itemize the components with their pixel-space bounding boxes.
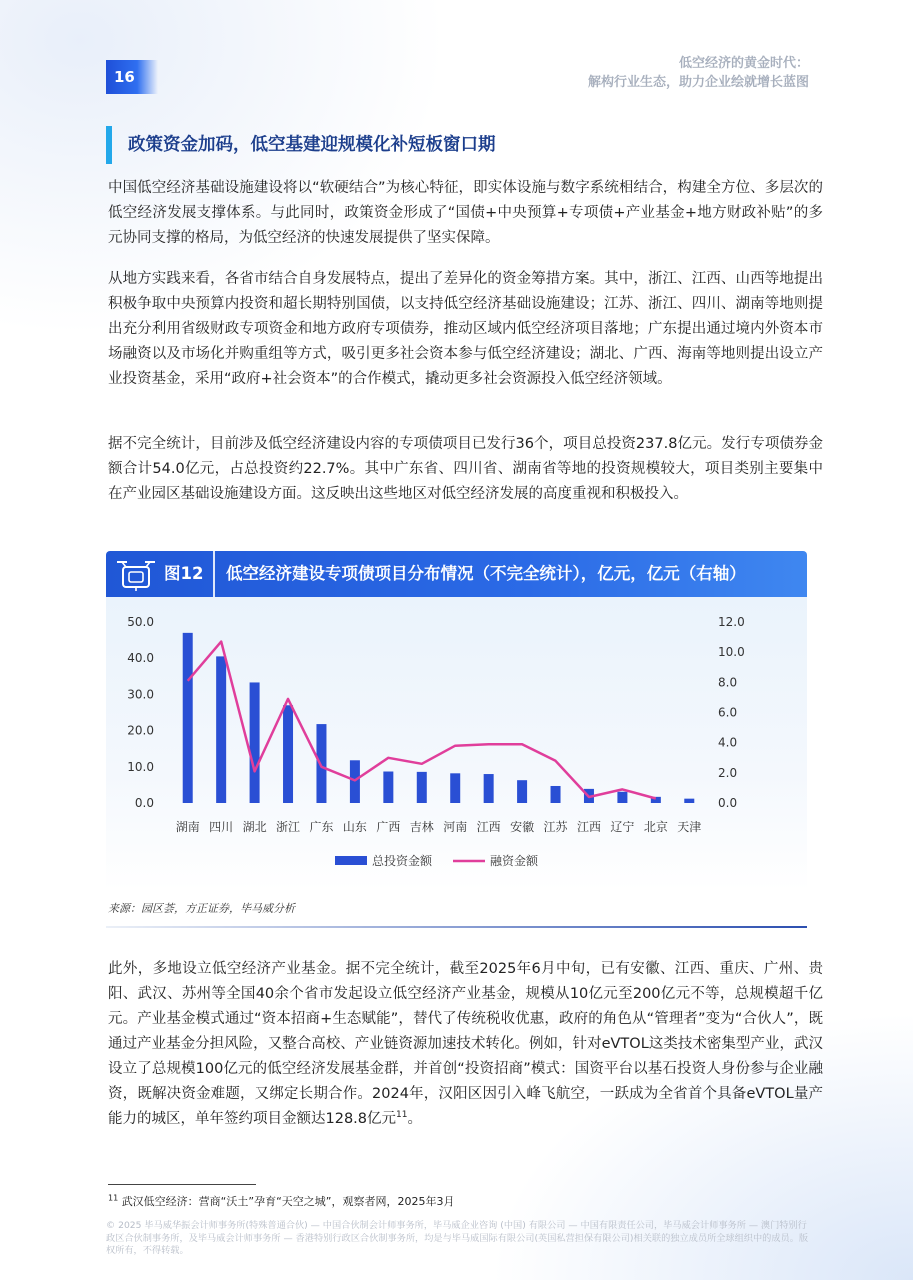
bar: [551, 786, 561, 803]
running-header-line2: 解构行业生态，助力企业绘就增长蓝图: [587, 75, 809, 90]
bar: [216, 656, 226, 803]
bar: [250, 682, 260, 803]
x-tick-label: 江苏: [543, 820, 568, 834]
x-tick-label: 河南: [443, 820, 468, 834]
footnote-ref[interactable]: 11: [396, 1110, 408, 1121]
bar: [517, 780, 527, 803]
figure-label: 图12: [164, 551, 215, 597]
x-tick-label: 吉林: [409, 820, 434, 834]
y2-tick-label: 8.0: [718, 675, 738, 690]
bar: [183, 633, 193, 803]
x-tick-label: 辽宁: [610, 820, 635, 834]
y2-tick-label: 2.0: [718, 765, 738, 780]
y2-tick-label: 10.0: [718, 645, 745, 660]
paragraph-2: 从地方实践来看，各省市结合自身发展特点，提出了差异化的资金筹措方案。其中，浙江、江西、山西等地提出积极争取中央预算内投资和超长期特别国债，以支持低空经济基础设施建设；江苏、浙江、四川、湖南等地则提出充分利用省级财政专项资金和地方政府专项债券，推动区域内低空经济项目落地；广东提出通过境内外资本市场融资以及市场化并购重组等方式，吸引更多社会资本参与低空经济建设；湖北、广西、海南等地则提出设立产业投资基金，采用“政府+社会资本”的合作模式，撬动更多社会资源投入低空经济领域。: [108, 271, 823, 387]
figure-source: 来源：园区荟，方正证券，毕马威分析: [108, 902, 295, 915]
chart-area: [106, 597, 807, 891]
bar: [450, 773, 460, 803]
paragraph-3: 据不完全统计，目前涉及低空经济建设内容的专项债项目已发行36个，项目总投资237.8亿元。发行专项债券金额合计54.0亿元，占总投资约22.7%。其中广东省、四川省、湖南省等地的投资规模较大，项目类别主要集中在产业园区基础设施建设方面。这反映出这些地区对低空经济发展的高度重视和积极投入。: [108, 436, 823, 502]
paragraph-4-end: 。: [407, 1111, 422, 1127]
paragraph-4-text: 此外，多地设立低空经济产业基金。据不完全统计，截至2025年6月中旬，已有安徽、江西、重庆、广州、贵阳、武汉、苏州等全国40余个省市发起设立低空经济产业基金，规模从10亿元至200亿元不等，总规模超千亿元。产业基金模式通过“资本招商+生态赋能”，替代了传统税收优惠，政府的角色从“管理者”变为“合伙人”，既通过产业基金分担风险，又整合高校、产业链资源加速技术转化。例如，针对eVTOL这类技术密集型产业，武汉设立了总规模100亿元的低空经济发展基金群，并首创“投资招商”模式：国资平台以基石投资人身份参与企业融资，既解决资金难题，又绑定长期合作。2024年，汉阳区因引入峰飞航空，一跃成为全省首个具备eVTOL量产能力的城区，单年签约项目金额达128.8亿元: [108, 961, 823, 1127]
running-header-line1: 低空经济的黄金时代：: [678, 56, 809, 71]
y-tick-label: 10.0: [127, 759, 154, 774]
running-header: [588, 54, 809, 92]
x-tick-label: 江西: [576, 820, 601, 834]
y-tick-label: 20.0: [127, 723, 154, 738]
page-number: 16: [106, 60, 158, 94]
x-tick-label: 江西: [476, 820, 501, 834]
x-tick-label: 北京: [643, 820, 668, 834]
bar: [417, 772, 427, 803]
paragraph-1: 中国低空经济基础设施建设将以“软硬结合”为核心特征，即实体设施与数字系统相结合，构建全方位、多层次的低空经济发展支撑体系。与此同时，政策资金形成了“国债+中央预算+专项债+产业基金+地方财政补贴”的多元协同支撑的格局，为低空经济的快速发展提供了坚实保障。: [108, 180, 823, 246]
figure-12: [106, 551, 807, 891]
bar: [684, 799, 694, 803]
y-tick-label: 30.0: [127, 687, 154, 702]
x-tick-label: 山东: [342, 820, 367, 834]
footnote-text: 武汉低空经济：营商“沃土”孕育“天空之城”，观察者网，2025年3月: [121, 1195, 455, 1208]
legend-label-bar: 总投资金额: [372, 854, 433, 868]
x-tick-label: 浙江: [276, 820, 301, 834]
figure-title: 低空经济建设专项债项目分布情况（不完全统计），亿元，亿元（右轴）: [226, 564, 746, 583]
y-tick-label: 0.0: [134, 796, 154, 810]
divider-rule: [106, 926, 807, 928]
drone-icon: [114, 555, 158, 593]
bar: [283, 705, 293, 803]
x-tick-label: 湖北: [242, 820, 267, 834]
x-tick-label: 广西: [376, 820, 401, 834]
x-tick-label: 安徽: [510, 820, 535, 834]
paragraph-4: [108, 957, 823, 1132]
x-tick-label: 天津: [677, 820, 702, 834]
bar: [617, 792, 627, 803]
x-tick-label: 湖南: [175, 820, 200, 834]
y-tick-label: 50.0: [127, 615, 154, 629]
bar: [383, 772, 393, 803]
section-title: 政策资金加码，低空基建迎规模化补短板窗口期: [106, 126, 496, 164]
legend-swatch-bar: [335, 856, 367, 865]
y-tick-label: 40.0: [127, 651, 154, 666]
bar: [316, 724, 326, 803]
y2-tick-label: 6.0: [718, 705, 738, 720]
footnote-number: 11: [108, 1193, 119, 1203]
x-tick-label: 四川: [209, 820, 234, 834]
footnote: [108, 1193, 454, 1209]
legend-label-line: 融资金额: [490, 854, 539, 868]
x-tick-label: 广东: [309, 820, 334, 834]
y2-tick-label: 12.0: [718, 615, 745, 629]
y2-tick-label: 0.0: [718, 796, 738, 810]
figure-banner: [106, 551, 807, 597]
copyright-notice: © 2025 毕马威华振会计师事务所(特殊普通合伙) — 中国合伙制会计师事务所，毕马威企业咨询 (中国) 有限公司 — 中国有限责任公司，毕马威会计师事务所 — 澳门特别行政区合伙制事务所，及毕马威会计师事务所 — 香港特别行政区合伙制事务所，均是与毕马威国际有限公司(英国私营担保有限公司)相关联的独立成员所全球组织中的成员。版权所有，不得转载。: [106, 1220, 809, 1256]
chart-svg: [106, 597, 807, 891]
bar: [484, 774, 494, 803]
footnote-rule: [108, 1184, 256, 1185]
y2-tick-label: 4.0: [718, 735, 738, 750]
